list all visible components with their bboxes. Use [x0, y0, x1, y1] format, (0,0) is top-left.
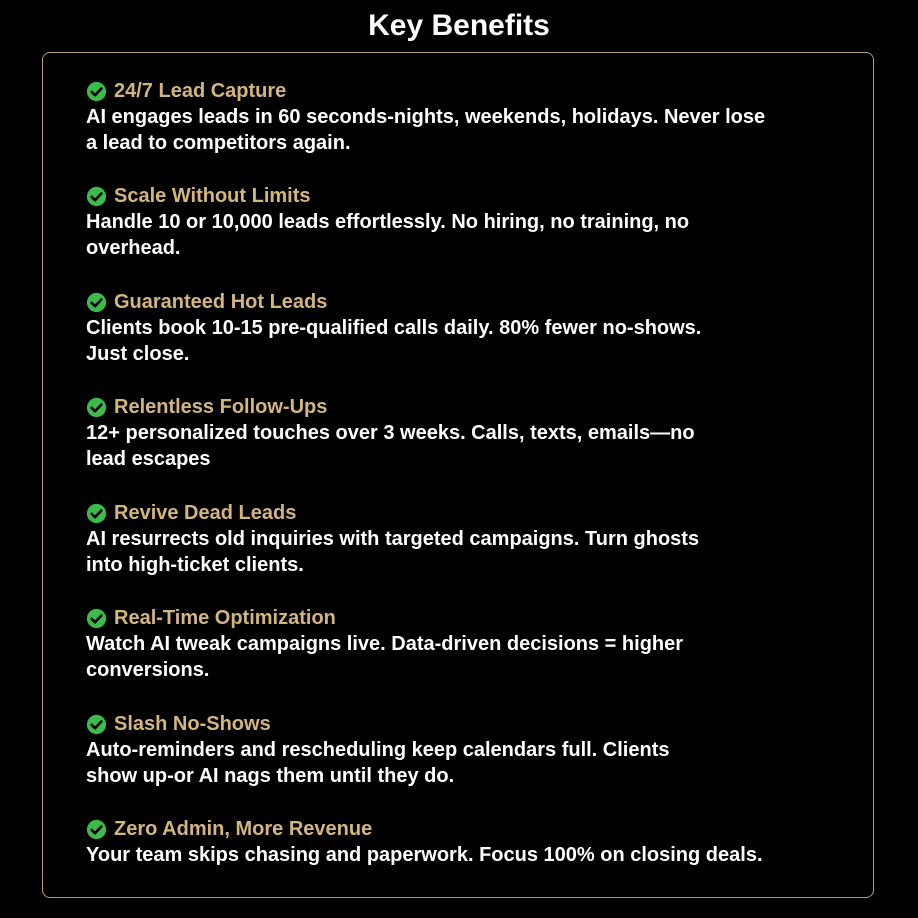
- check-circle-icon: [86, 819, 107, 840]
- benefit-description: Clients book 10-15 pre-qualified calls daily. 80% fewer no-shows. Just close.: [86, 317, 702, 365]
- benefit-description: Auto-reminders and rescheduling keep calendars full. Clients show up-or AI nags them until they do.: [86, 739, 670, 787]
- benefit-title: Zero Admin, More Revenue: [114, 818, 373, 840]
- benefit-description: Handle 10 or 10,000 leads effortlessly. No hiring, no training, no overhead.: [86, 211, 690, 259]
- benefit-title: Slash No-Shows: [114, 713, 271, 735]
- benefit-title: Revive Dead Leads: [114, 502, 297, 524]
- benefit-title: Relentless Follow-Ups: [114, 396, 328, 418]
- benefit-title: Scale Without Limits: [114, 185, 311, 207]
- benefit-item: [86, 183, 846, 261]
- benefit-description: AI engages leads in 60 seconds-nights, weekends, holidays. Never lose a lead to competitors again.: [86, 106, 766, 154]
- benefits-panel: [42, 52, 874, 898]
- check-circle-icon: [86, 397, 107, 418]
- benefit-item: [86, 289, 846, 367]
- benefit-description: Your team skips chasing and paperwork. Focus 100% on closing deals.: [86, 844, 763, 866]
- page-title: Key Benefits: [368, 9, 550, 42]
- benefit-description: Watch AI tweak campaigns live. Data-driven decisions = higher conversions.: [86, 633, 684, 681]
- benefit-title: Real-Time Optimization: [114, 607, 336, 629]
- benefit-title: 24/7 Lead Capture: [114, 80, 287, 102]
- benefit-description: 12+ personalized touches over 3 weeks. Calls, texts, emails—no lead escapes: [86, 422, 695, 470]
- benefit-title: Guaranteed Hot Leads: [114, 291, 328, 313]
- benefit-item: [86, 394, 846, 472]
- check-circle-icon: [86, 81, 107, 102]
- check-circle-icon: [86, 503, 107, 524]
- benefit-item: [86, 500, 846, 578]
- benefit-description: AI resurrects old inquiries with targeted campaigns. Turn ghosts into high-ticket clients.: [86, 528, 700, 576]
- check-circle-icon: [86, 186, 107, 207]
- benefit-item: [86, 605, 846, 683]
- check-circle-icon: [86, 714, 107, 735]
- benefit-item: [86, 711, 846, 789]
- benefit-item: [86, 78, 846, 156]
- check-circle-icon: [86, 608, 107, 629]
- benefit-item: [86, 816, 866, 868]
- check-circle-icon: [86, 292, 107, 313]
